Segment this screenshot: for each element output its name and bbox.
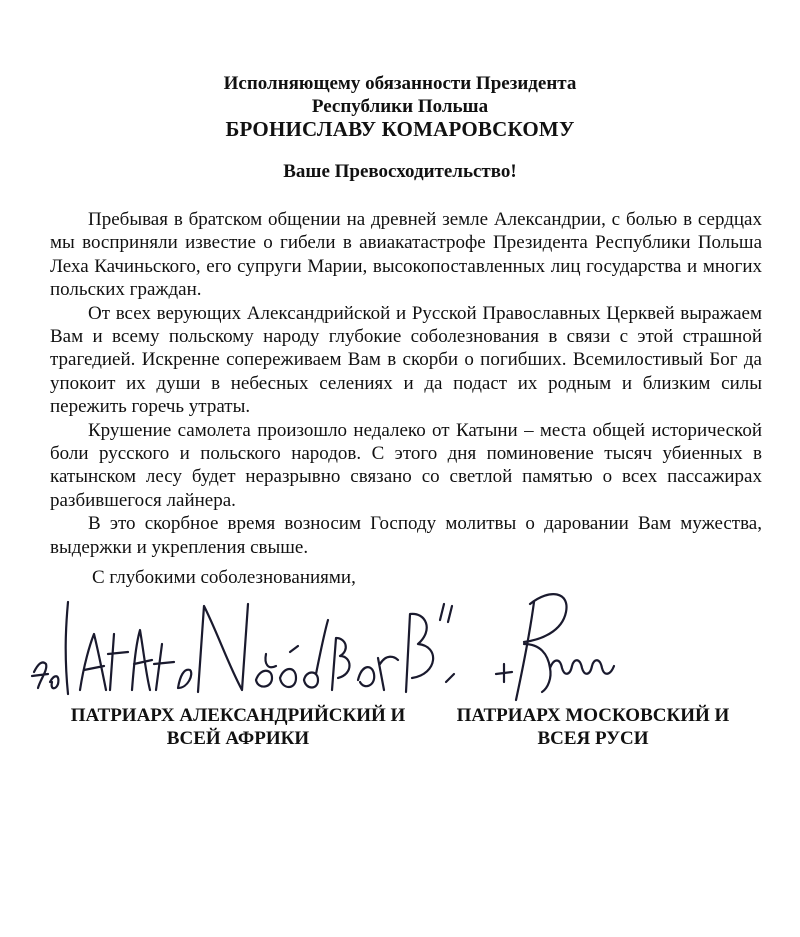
signatory-right-title [448, 704, 738, 750]
addressee-line-2: Республики Польша [311, 96, 489, 117]
signature-alexandria [28, 594, 460, 712]
signatory-right-title-line-1: ПАТРИАРХ МОСКОВСКИЙ И [456, 705, 730, 726]
salutation: Ваше Превосходительство! [283, 161, 517, 182]
addressee-line-1: Исполняющему обязанности Президента [223, 73, 577, 94]
letter-body [50, 208, 762, 559]
signature-moscow [490, 582, 630, 712]
signatory-right-title-line-2: ВСЕЯ РУСИ [537, 728, 649, 749]
paragraph-4: В это скорбное время возносим Господу молитвы о даровании Вам мужества, выдержки и укрепления свыше. [50, 513, 762, 558]
paragraph-1: Пребывая в братском общении на древней земле Александрии, с болью в сердцах мы восприняли известие о гибели в авиакатастрофе Президента Республики Польша Леха Качиньского, его супруги Марии, высокопоставленных лиц государства и многих польских граждан. [50, 209, 762, 301]
addressee-block [0, 72, 800, 141]
signatory-left-title-line-2: ВСЕЙ АФРИКИ [166, 728, 310, 749]
signatory-left-title-line-1: ПАТРИАРХ АЛЕКСАНДРИЙСКИЙ И [70, 705, 406, 726]
paragraph-3: Крушение самолета произошло недалеко от Катыни – места общей исторической боли русского и польского народов. С этого дня поминовение тысяч убиенных в катынском лесу будет неразрывно связано со светлой памятью о всех пассажирах разбившегося лайнера. [50, 419, 762, 511]
paragraph-2: От всех верующих Александрийской и Русской Православных Церквей выражаем Вам и всему польскому народу глубокие соболезнования в связи с этой страшной трагедией. Искренне сопереживаем Вам в скорби о погибших. Всемилостивый Бог да упокоит их души в небесных селениях и да подаст их родным и близким силы пережить горечь утраты. [50, 302, 762, 418]
signatory-left-title [48, 704, 428, 750]
closing-phrase: С глубокими соболезнованиями, [92, 567, 356, 588]
addressee-name: БРОНИСЛАВУ КОМАРОВСКОМУ [225, 117, 575, 141]
